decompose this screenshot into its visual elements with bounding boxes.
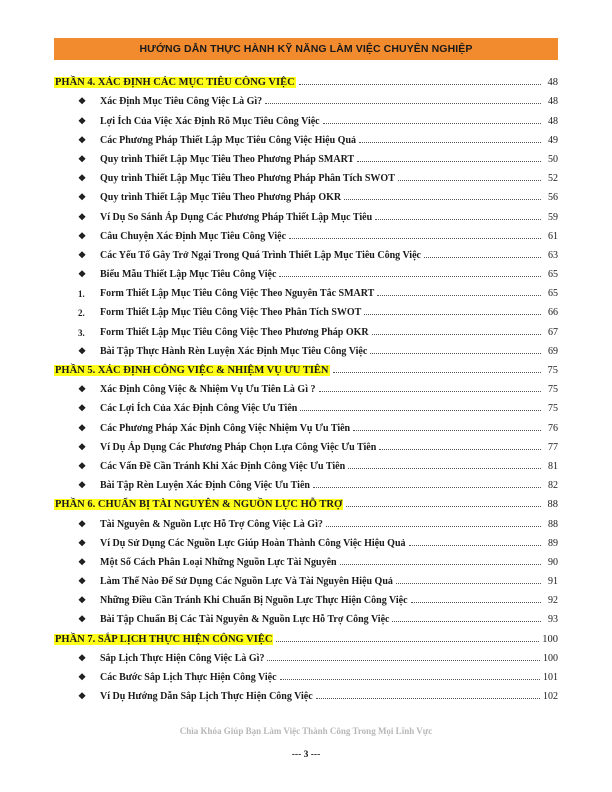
dot-leader — [372, 333, 541, 335]
dot-leader — [357, 160, 541, 162]
dot-leader — [379, 448, 541, 450]
diamond-bullet-icon: ❖ — [78, 556, 87, 567]
page-number: --- 3 --- — [291, 750, 321, 760]
toc-label: Bài Tập Rèn Luyện Xác Định Công Việc Ưu Tiên — [100, 480, 310, 492]
dot-leader — [377, 294, 541, 296]
toc-page-number: 89 — [548, 537, 558, 549]
toc-page-number: 75 — [547, 365, 558, 376]
dot-leader — [359, 141, 541, 143]
dot-leader — [326, 525, 541, 527]
toc-page-number: 101 — [543, 672, 558, 683]
toc-label: Quy trình Thiết Lập Mục Tiêu Theo Phương Pháp SMART — [100, 153, 355, 165]
toc-page-number: 93 — [548, 614, 558, 626]
toc-entry-row[interactable] — [54, 261, 558, 280]
toc-label: Form Thiết Lập Mục Tiêu Công Việc Theo Phân Tích SWOT — [100, 307, 362, 319]
toc-page-number: 100 — [542, 633, 558, 645]
toc-entry-row[interactable] — [54, 395, 558, 414]
diamond-bullet-icon: ❖ — [78, 153, 87, 164]
dot-leader — [279, 275, 541, 277]
dot-leader — [340, 563, 541, 565]
diamond-bullet-icon: ❖ — [78, 345, 87, 356]
dot-leader — [396, 582, 541, 584]
diamond-bullet-icon: ❖ — [78, 269, 87, 280]
toc-entry-row[interactable] — [54, 318, 558, 337]
diamond-bullet-icon: ❖ — [78, 211, 87, 222]
diamond-bullet-icon: ❖ — [78, 249, 87, 260]
dot-leader — [411, 601, 541, 603]
toc-page-number: 61 — [548, 230, 558, 242]
toc-page-number: 92 — [548, 595, 558, 607]
list-number: 3. — [78, 327, 85, 338]
toc-entry-row[interactable] — [54, 530, 558, 549]
dot-leader — [276, 640, 539, 642]
dot-leader — [316, 697, 540, 699]
header-title: HƯỚNG DẪN THỰC HÀNH KỸ NĂNG LÀM VIỆC CHUYÊN NGHIỆP — [139, 43, 473, 55]
toc-label: Biểu Mẫu Thiết Lập Mục Tiêu Công Việc — [100, 269, 277, 281]
toc-entry-row[interactable] — [54, 223, 558, 242]
dot-leader — [364, 313, 541, 315]
toc-entry-row[interactable] — [54, 645, 558, 664]
toc-page-number: 76 — [548, 422, 558, 434]
dot-leader — [424, 256, 541, 258]
toc-label: PHẦN 5. XÁC ĐỊNH CÔNG VIỆC & NHIỆM VỤ ƯU TIÊN — [55, 365, 329, 376]
toc-label: Ví Dụ Sử Dụng Các Nguồn Lực Giúp Hoàn Thành Công Việc Hiệu Quả — [100, 537, 406, 549]
toc-page-number: 66 — [548, 307, 558, 319]
toc-entry-row[interactable] — [54, 414, 558, 433]
toc-entry-row[interactable] — [54, 472, 558, 491]
dot-leader — [344, 198, 541, 200]
toc-label: Ví Dụ Áp Dụng Các Phương Pháp Chọn Lựa Công Việc Ưu Tiên — [100, 441, 377, 453]
dot-leader — [333, 371, 541, 373]
dot-leader — [319, 390, 542, 392]
toc-page-number: 65 — [548, 288, 558, 300]
toc-label: Lợi Ích Của Việc Xác Định Rõ Mục Tiêu Công Việc — [100, 115, 320, 127]
toc-label: Quy trình Thiết Lập Mục Tiêu Theo Phương Pháp Phân Tích SWOT — [100, 173, 395, 185]
toc-label: Tài Nguyên & Nguồn Lực Hỗ Trợ Công Việc Là Gì? — [100, 518, 323, 530]
toc-page-number: 59 — [548, 211, 558, 223]
diamond-bullet-icon: ❖ — [78, 422, 87, 433]
toc-section-row[interactable] — [54, 69, 558, 88]
toc-page-number: 50 — [548, 153, 558, 165]
footer-text: Chìa Khóa Giúp Bạn Làm Việc Thành Công Trong Mọi Lĩnh Vực — [179, 726, 433, 736]
toc-label: Ví Dụ So Sánh Áp Dụng Các Phương Pháp Thiết Lập Mục Tiêu — [100, 211, 373, 223]
toc-section-row[interactable] — [54, 491, 558, 510]
toc-label: Xác Định Mục Tiêu Công Việc Là Gì? — [100, 96, 263, 108]
toc-entry-row[interactable] — [54, 606, 558, 625]
toc-label: Các Phương Pháp Thiết Lập Mục Tiêu Công Việc Hiệu Quả — [100, 134, 357, 146]
diamond-bullet-icon: ❖ — [78, 384, 87, 395]
list-number: 2. — [78, 308, 85, 319]
diamond-bullet-icon: ❖ — [78, 192, 87, 203]
toc-entry-row[interactable] — [54, 127, 558, 146]
dot-leader — [299, 83, 541, 85]
toc-label: Các Bước Sắp Lịch Thực Hiện Công Việc — [100, 672, 277, 683]
toc-entry-row[interactable] — [54, 242, 558, 261]
toc-entry-row[interactable] — [54, 338, 558, 357]
toc-entry-row[interactable] — [54, 587, 558, 606]
dot-leader — [323, 122, 541, 124]
toc-entry-row[interactable] — [54, 88, 558, 107]
toc-page-number: 49 — [548, 134, 558, 146]
toc-label: Các Yếu Tố Gây Trở Ngại Trong Quá Trình Thiết Lập Mục Tiêu Công Việc — [100, 249, 421, 261]
toc-label: Các Lợi Ích Của Xác Định Công Việc Ưu Tiên — [100, 403, 298, 415]
diamond-bullet-icon: ❖ — [78, 518, 87, 529]
toc-label: Các Vấn Đề Cần Tránh Khi Xác Định Công Việc Ưu Tiên — [100, 460, 346, 472]
toc-label: Các Phương Pháp Xác Định Công Việc Nhiệm Vụ Ưu Tiên — [100, 422, 351, 434]
dot-leader — [313, 486, 541, 488]
dot-leader — [267, 659, 540, 661]
toc-entry-row[interactable] — [54, 203, 558, 222]
dot-leader — [392, 620, 541, 622]
toc-page-number: 88 — [547, 499, 558, 511]
toc-entry-row[interactable] — [54, 165, 558, 184]
toc-label: Ví Dụ Hướng Dẫn Sắp Lịch Thực Hiện Công Việc — [100, 691, 313, 703]
toc-page-number: 63 — [548, 249, 558, 261]
toc-label: Một Số Cách Phân Loại Những Nguồn Lực Tài Nguyên — [100, 556, 337, 568]
toc-page-number: 67 — [548, 326, 558, 338]
toc-entry-row[interactable] — [54, 568, 558, 587]
toc-section-row[interactable] — [54, 625, 558, 644]
toc-page-number: 102 — [543, 691, 558, 703]
dot-leader — [348, 467, 541, 469]
diamond-bullet-icon: ❖ — [78, 173, 87, 184]
diamond-bullet-icon: ❖ — [78, 441, 87, 452]
toc-label: Câu Chuyện Xác Định Mục Tiêu Công Việc — [100, 230, 287, 242]
toc-entry-row[interactable] — [54, 146, 558, 165]
dot-leader — [353, 429, 541, 431]
toc-entry-row[interactable] — [54, 299, 558, 318]
toc-page-number: 91 — [548, 576, 558, 588]
toc-entry-row[interactable] — [54, 107, 558, 126]
toc-entry-row[interactable] — [54, 280, 558, 299]
diamond-bullet-icon: ❖ — [78, 230, 87, 241]
dot-leader — [265, 102, 541, 104]
toc-page-number: 69 — [548, 345, 558, 357]
toc-section-row[interactable] — [54, 357, 558, 376]
dot-leader — [346, 505, 541, 507]
dot-leader — [280, 678, 540, 680]
diamond-bullet-icon: ❖ — [78, 595, 87, 606]
diamond-bullet-icon: ❖ — [78, 614, 87, 625]
diamond-bullet-icon: ❖ — [78, 537, 87, 548]
dot-leader — [375, 218, 541, 220]
toc-label: Bài Tập Thực Hành Rèn Luyện Xác Định Mục Tiêu Công Việc — [100, 345, 368, 357]
header-bar — [54, 38, 558, 60]
diamond-bullet-icon: ❖ — [78, 460, 87, 471]
diamond-bullet-icon: ❖ — [78, 691, 87, 702]
toc-page-number: 48 — [548, 115, 558, 127]
toc-page-number: 48 — [547, 77, 558, 89]
list-number: 1. — [78, 289, 85, 300]
table-of-contents — [54, 69, 558, 702]
toc-page-number: 75 — [548, 384, 558, 396]
toc-entry-row[interactable] — [54, 184, 558, 203]
dot-leader — [409, 544, 541, 546]
toc-label: Bài Tập Chuẩn Bị Các Tài Nguyên & Nguồn Lực Hỗ Trợ Công Việc — [100, 614, 390, 626]
toc-entry-row[interactable] — [54, 453, 558, 472]
toc-label: Quy trình Thiết Lập Mục Tiêu Theo Phương Pháp OKR — [100, 192, 342, 204]
toc-page-number: 56 — [548, 192, 558, 204]
toc-page-number: 75 — [548, 403, 558, 415]
diamond-bullet-icon: ❖ — [78, 403, 87, 414]
dot-leader — [289, 237, 541, 239]
toc-entry-row[interactable] — [54, 683, 558, 702]
toc-entry-row[interactable] — [54, 664, 558, 683]
toc-label: PHẦN 7. SẮP LỊCH THỰC HIỆN CÔNG VIỆC — [55, 633, 273, 645]
toc-page-number: 100 — [543, 652, 558, 664]
diamond-bullet-icon: ❖ — [78, 672, 87, 682]
toc-page-number: 82 — [548, 480, 558, 492]
toc-label: Những Điều Cần Tránh Khi Chuẩn Bị Nguồn Lực Thực Hiện Công Việc — [100, 595, 408, 607]
dot-leader — [300, 409, 541, 411]
toc-label: Sắp Lịch Thực Hiện Công Việc Là Gì? — [100, 652, 265, 664]
toc-page-number: 88 — [548, 518, 558, 530]
toc-page-number: 77 — [548, 441, 558, 453]
dot-leader — [370, 352, 541, 354]
toc-label: Form Thiết Lập Mục Tiêu Công Việc Theo Nguyên Tắc SMART — [100, 288, 375, 300]
diamond-bullet-icon: ❖ — [78, 652, 87, 663]
diamond-bullet-icon: ❖ — [78, 134, 87, 145]
toc-entry-row[interactable] — [54, 434, 558, 453]
diamond-bullet-icon: ❖ — [78, 96, 87, 107]
toc-page-number: 90 — [548, 556, 558, 568]
diamond-bullet-icon: ❖ — [78, 480, 87, 491]
toc-label: Form Thiết Lập Mục Tiêu Công Việc Theo Phương Pháp OKR — [100, 326, 369, 338]
diamond-bullet-icon: ❖ — [78, 576, 87, 587]
toc-label: PHẦN 4. XÁC ĐỊNH CÁC MỤC TIÊU CÔNG VIỆC — [55, 77, 295, 89]
toc-label: Làm Thế Nào Để Sử Dụng Các Nguồn Lực Và Tài Nguyên Hiệu Quả — [100, 576, 393, 588]
toc-entry-row[interactable] — [54, 549, 558, 568]
toc-entry-row[interactable] — [54, 510, 558, 529]
toc-entry-row[interactable] — [54, 376, 558, 395]
toc-page-number: 48 — [548, 96, 558, 108]
dot-leader — [398, 179, 541, 181]
toc-page-number: 81 — [548, 460, 558, 472]
diamond-bullet-icon: ❖ — [78, 115, 87, 126]
toc-page-number: 65 — [548, 269, 558, 281]
toc-page-number: 52 — [548, 173, 558, 185]
toc-label: PHẦN 6. CHUẨN BỊ TÀI NGUYÊN & NGUỒN LỰC HỖ TRỢ — [55, 499, 343, 511]
toc-label: Xác Định Công Việc & Nhiệm Vụ Ưu Tiên Là Gì ? — [100, 384, 316, 396]
